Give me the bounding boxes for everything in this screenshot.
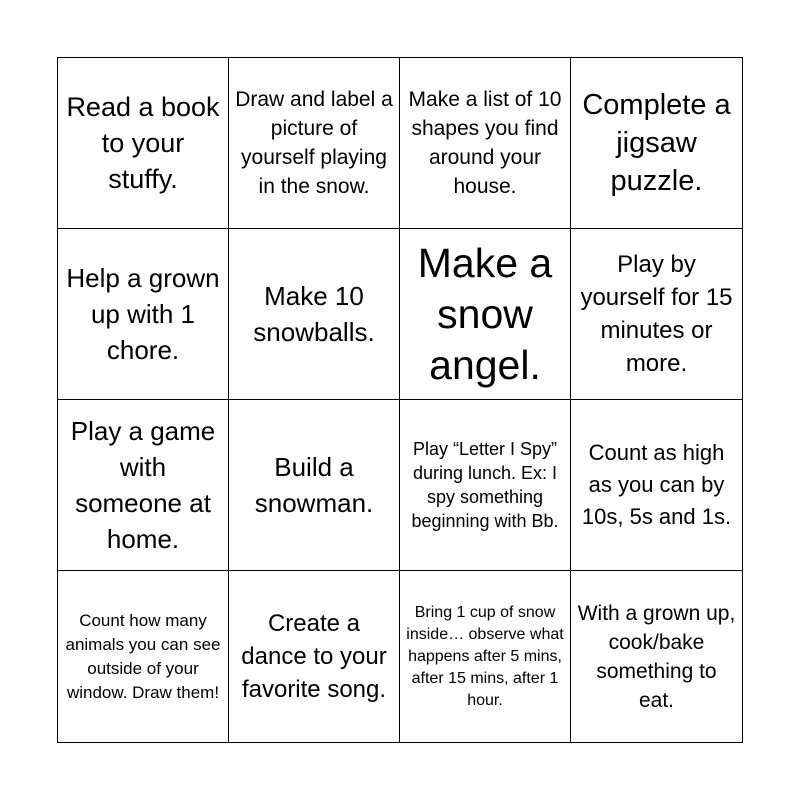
bingo-cell[interactable] bbox=[571, 58, 742, 229]
cell-text: Count as high as you can by 10s, 5s and 1s. bbox=[581, 440, 732, 529]
cell-text: Play a game with someone at home. bbox=[70, 416, 216, 554]
cell-text: Bring 1 cup of snow inside… observe what happens after 5 mins, after 15 mins, after 1 hour. bbox=[406, 603, 564, 709]
cell-text: Create a dance to your favorite song. bbox=[241, 610, 387, 703]
bingo-cell[interactable] bbox=[58, 571, 229, 742]
bingo-cell[interactable] bbox=[400, 400, 571, 571]
cell-text: Play by yourself for 15 minutes or more. bbox=[580, 251, 733, 377]
bingo-cell[interactable] bbox=[571, 571, 742, 742]
cell-text: With a grown up, cook/bake something to eat. bbox=[577, 601, 736, 712]
cell-text: Complete a jigsaw puzzle. bbox=[582, 89, 731, 197]
cell-text: Read a book to your stuffy. bbox=[66, 92, 220, 194]
bingo-cell[interactable] bbox=[571, 400, 742, 571]
cell-text: Make a list of 10 shapes you find around your house. bbox=[408, 88, 562, 198]
bingo-board bbox=[57, 57, 743, 743]
cell-text: Play “Letter I Spy” during lunch. Ex: I spy something beginning with Bb. bbox=[411, 439, 559, 531]
bingo-cell[interactable] bbox=[400, 571, 571, 742]
bingo-cell[interactable] bbox=[229, 58, 400, 229]
bingo-cell[interactable] bbox=[58, 229, 229, 400]
cell-text: Make 10 snowballs. bbox=[253, 281, 375, 347]
bingo-cell[interactable] bbox=[58, 58, 229, 229]
bingo-cell[interactable] bbox=[229, 229, 400, 400]
cell-text: Help a grown up with 1 chore. bbox=[66, 263, 220, 365]
cell-text: Make a snow angel. bbox=[417, 239, 553, 388]
bingo-cell[interactable] bbox=[571, 229, 742, 400]
cell-text: Count how many animals you can see outside of your window. Draw them! bbox=[65, 610, 221, 702]
cell-text: Build a snowman. bbox=[254, 452, 374, 518]
bingo-cell[interactable] bbox=[229, 571, 400, 742]
bingo-cell[interactable] bbox=[58, 400, 229, 571]
bingo-cell[interactable] bbox=[400, 229, 571, 400]
bingo-cell[interactable] bbox=[400, 58, 571, 229]
cell-text: Draw and label a picture of yourself playing in the snow. bbox=[235, 88, 393, 198]
bingo-cell[interactable] bbox=[229, 400, 400, 571]
